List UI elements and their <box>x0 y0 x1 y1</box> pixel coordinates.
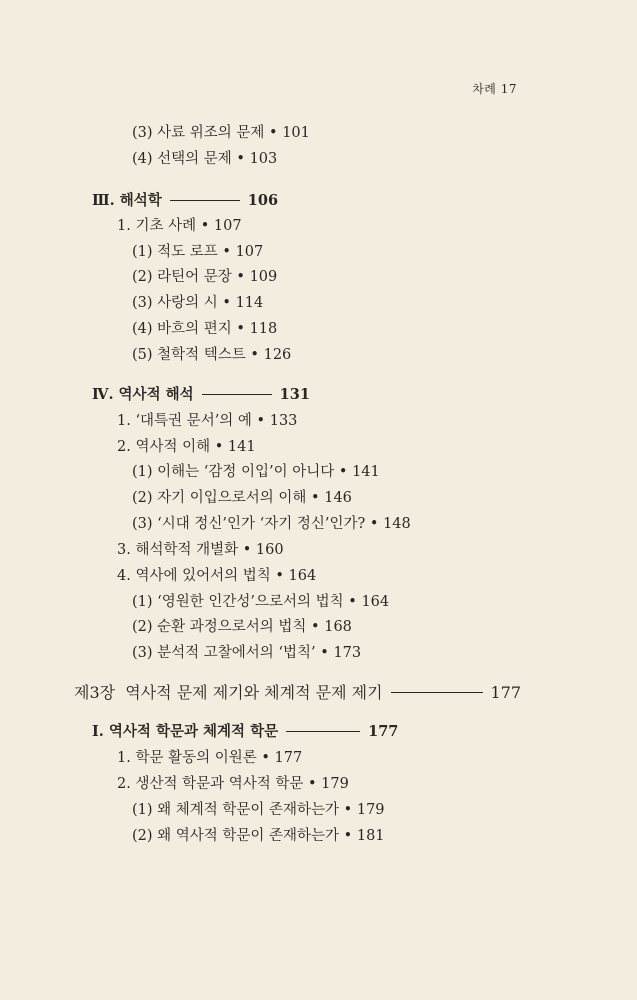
toc-entry: (5) 철학적 텍스트 • 126 <box>132 347 292 363</box>
toc-entry-page: 181 <box>356 828 385 844</box>
toc-entry-label: (2) 순환 과정으로서의 법칙 <box>132 619 307 635</box>
toc-entry-page: 103 <box>249 151 278 167</box>
toc-entry-page: 107 <box>213 218 242 234</box>
toc-entry: 4. 역사에 있어서의 법칙 • 164 <box>117 568 317 584</box>
toc-entry: (2) 자기 이입으로서의 이해 • 146 <box>132 490 352 506</box>
toc-entry-page: 179 <box>321 776 349 792</box>
toc-entry: (3) ‘시대 정신’인가 ‘자기 정신’인가? • 148 <box>132 516 411 532</box>
toc-entry: 3. 해석학적 개별화 • 160 <box>117 542 284 558</box>
toc-entry: 1. ‘대특권 문서’의 예 • 133 <box>117 413 298 429</box>
toc-entry-label: 4. 역사에 있어서의 법칙 <box>117 568 271 584</box>
toc-entry-page: 146 <box>324 490 352 506</box>
toc-entry-page: 177 <box>490 683 522 702</box>
toc-entry-label: (3) 분석적 고찰에서의 ‘법칙’ <box>132 645 316 661</box>
toc-entry: 1. 기초 사례 • 107 <box>117 218 242 234</box>
toc-entry-page: 118 <box>249 321 278 337</box>
toc-section-heading <box>92 386 310 404</box>
toc-entry-label: (3) 사랑의 시 <box>132 295 218 311</box>
toc-section-heading <box>92 723 398 741</box>
toc-entry-label: (1) 적도 로프 <box>132 244 218 260</box>
toc-entry: (2) 왜 역사적 학문이 존재하는가 • 181 <box>132 828 385 844</box>
toc-chapter-heading <box>74 684 521 702</box>
toc-entry-page: 141 <box>352 464 380 480</box>
toc-entry-label: Ⅰ. 역사적 학문과 체계적 학문 <box>92 723 279 740</box>
leader-rule <box>170 200 240 201</box>
toc-entry: (2) 라틴어 문장 • 109 <box>132 269 278 285</box>
toc-entry-page: 160 <box>255 542 284 558</box>
toc-entry-page: 114 <box>235 295 264 311</box>
toc-entry: 1. 학문 활동의 이원론 • 177 <box>117 750 303 766</box>
toc-entry-page: 133 <box>269 413 298 429</box>
toc-entry: (4) 선택의 문제 • 103 <box>132 151 278 167</box>
toc-entry-page: 164 <box>288 568 317 584</box>
toc-entry-page: 106 <box>247 192 279 209</box>
toc-entry-page: 177 <box>274 750 303 766</box>
toc-entry-label: 1. 학문 활동의 이원론 <box>117 750 257 766</box>
toc-entry: (1) 적도 로프 • 107 <box>132 244 264 260</box>
toc-entry-page: 168 <box>324 619 352 635</box>
toc-entry: (3) 사료 위조의 문제 • 101 <box>132 125 310 141</box>
toc-entry-label: (5) 철학적 텍스트 <box>132 347 246 363</box>
toc-section-heading <box>92 192 278 210</box>
toc-entry-label: 2. 역사적 이해 <box>117 439 211 455</box>
toc-entry: (3) 사랑의 시 • 114 <box>132 295 264 311</box>
toc-entry-page: 107 <box>235 244 264 260</box>
toc-entry: (4) 바흐의 편지 • 118 <box>132 321 278 337</box>
toc-entry-label: (2) 왜 역사적 학문이 존재하는가 <box>132 828 340 844</box>
toc-entry-page: 177 <box>368 723 399 740</box>
toc-entry-label: 2. 생산적 학문과 역사적 학문 <box>117 776 304 792</box>
running-head: 차례 17 <box>472 82 517 96</box>
toc-entry-page: 148 <box>383 516 411 532</box>
toc-entry-page: 109 <box>249 269 278 285</box>
toc-entry: (1) 왜 체계적 학문이 존재하는가 • 179 <box>132 802 385 818</box>
toc-entry-label: Ⅳ. 역사적 해석 <box>92 386 194 403</box>
toc-entry: (3) 분석적 고찰에서의 ‘법칙’ • 173 <box>132 645 362 661</box>
toc-entry: (1) ‘영원한 인간성’으로서의 법칙 • 164 <box>132 594 390 610</box>
toc-entry: 2. 생산적 학문과 역사적 학문 • 179 <box>117 776 349 792</box>
leader-rule <box>286 731 360 732</box>
toc-entry: 2. 역사적 이해 • 141 <box>117 439 256 455</box>
toc-entry-page: 126 <box>263 347 292 363</box>
leader-rule <box>202 394 272 395</box>
toc-entry-label: 1. 기초 사례 <box>117 218 197 234</box>
toc-entry-label: (4) 선택의 문제 <box>132 151 232 167</box>
toc-entry-page: 141 <box>227 439 256 455</box>
toc-entry-label: (1) ‘영원한 인간성’으로서의 법칙 <box>132 594 344 610</box>
toc-entry-label: (1) 이해는 ‘감정 이입’이 아니다 <box>132 464 335 480</box>
toc-entry: (1) 이해는 ‘감정 이입’이 아니다 • 141 <box>132 464 380 480</box>
toc-entry-page: 179 <box>356 802 385 818</box>
toc-entry-page: 164 <box>361 594 390 610</box>
toc-entry-page: 101 <box>282 125 310 141</box>
toc-entry-label: (2) 라틴어 문장 <box>132 269 232 285</box>
toc-entry-label: 제3장 역사적 문제 제기와 체계적 문제 제기 <box>74 683 383 702</box>
toc-entry-label: (4) 바흐의 편지 <box>132 321 232 337</box>
toc-entry-label: (2) 자기 이입으로서의 이해 <box>132 490 307 506</box>
toc-entry-label: Ⅲ. 해석학 <box>92 192 162 209</box>
toc-entry-page: 173 <box>333 645 362 661</box>
toc-entry-label: (1) 왜 체계적 학문이 존재하는가 <box>132 802 340 818</box>
toc-entry-label: (3) 사료 위조의 문제 <box>132 125 265 141</box>
toc-entry-page: 131 <box>279 386 310 403</box>
toc-entry-label: (3) ‘시대 정신’인가 ‘자기 정신’인가? <box>132 516 366 532</box>
toc-entry-label: 3. 해석학적 개별화 <box>117 542 239 558</box>
leader-rule <box>391 692 483 693</box>
toc-entry-label: 1. ‘대특권 문서’의 예 <box>117 413 252 429</box>
toc-entry: (2) 순환 과정으로서의 법칙 • 168 <box>132 619 352 635</box>
